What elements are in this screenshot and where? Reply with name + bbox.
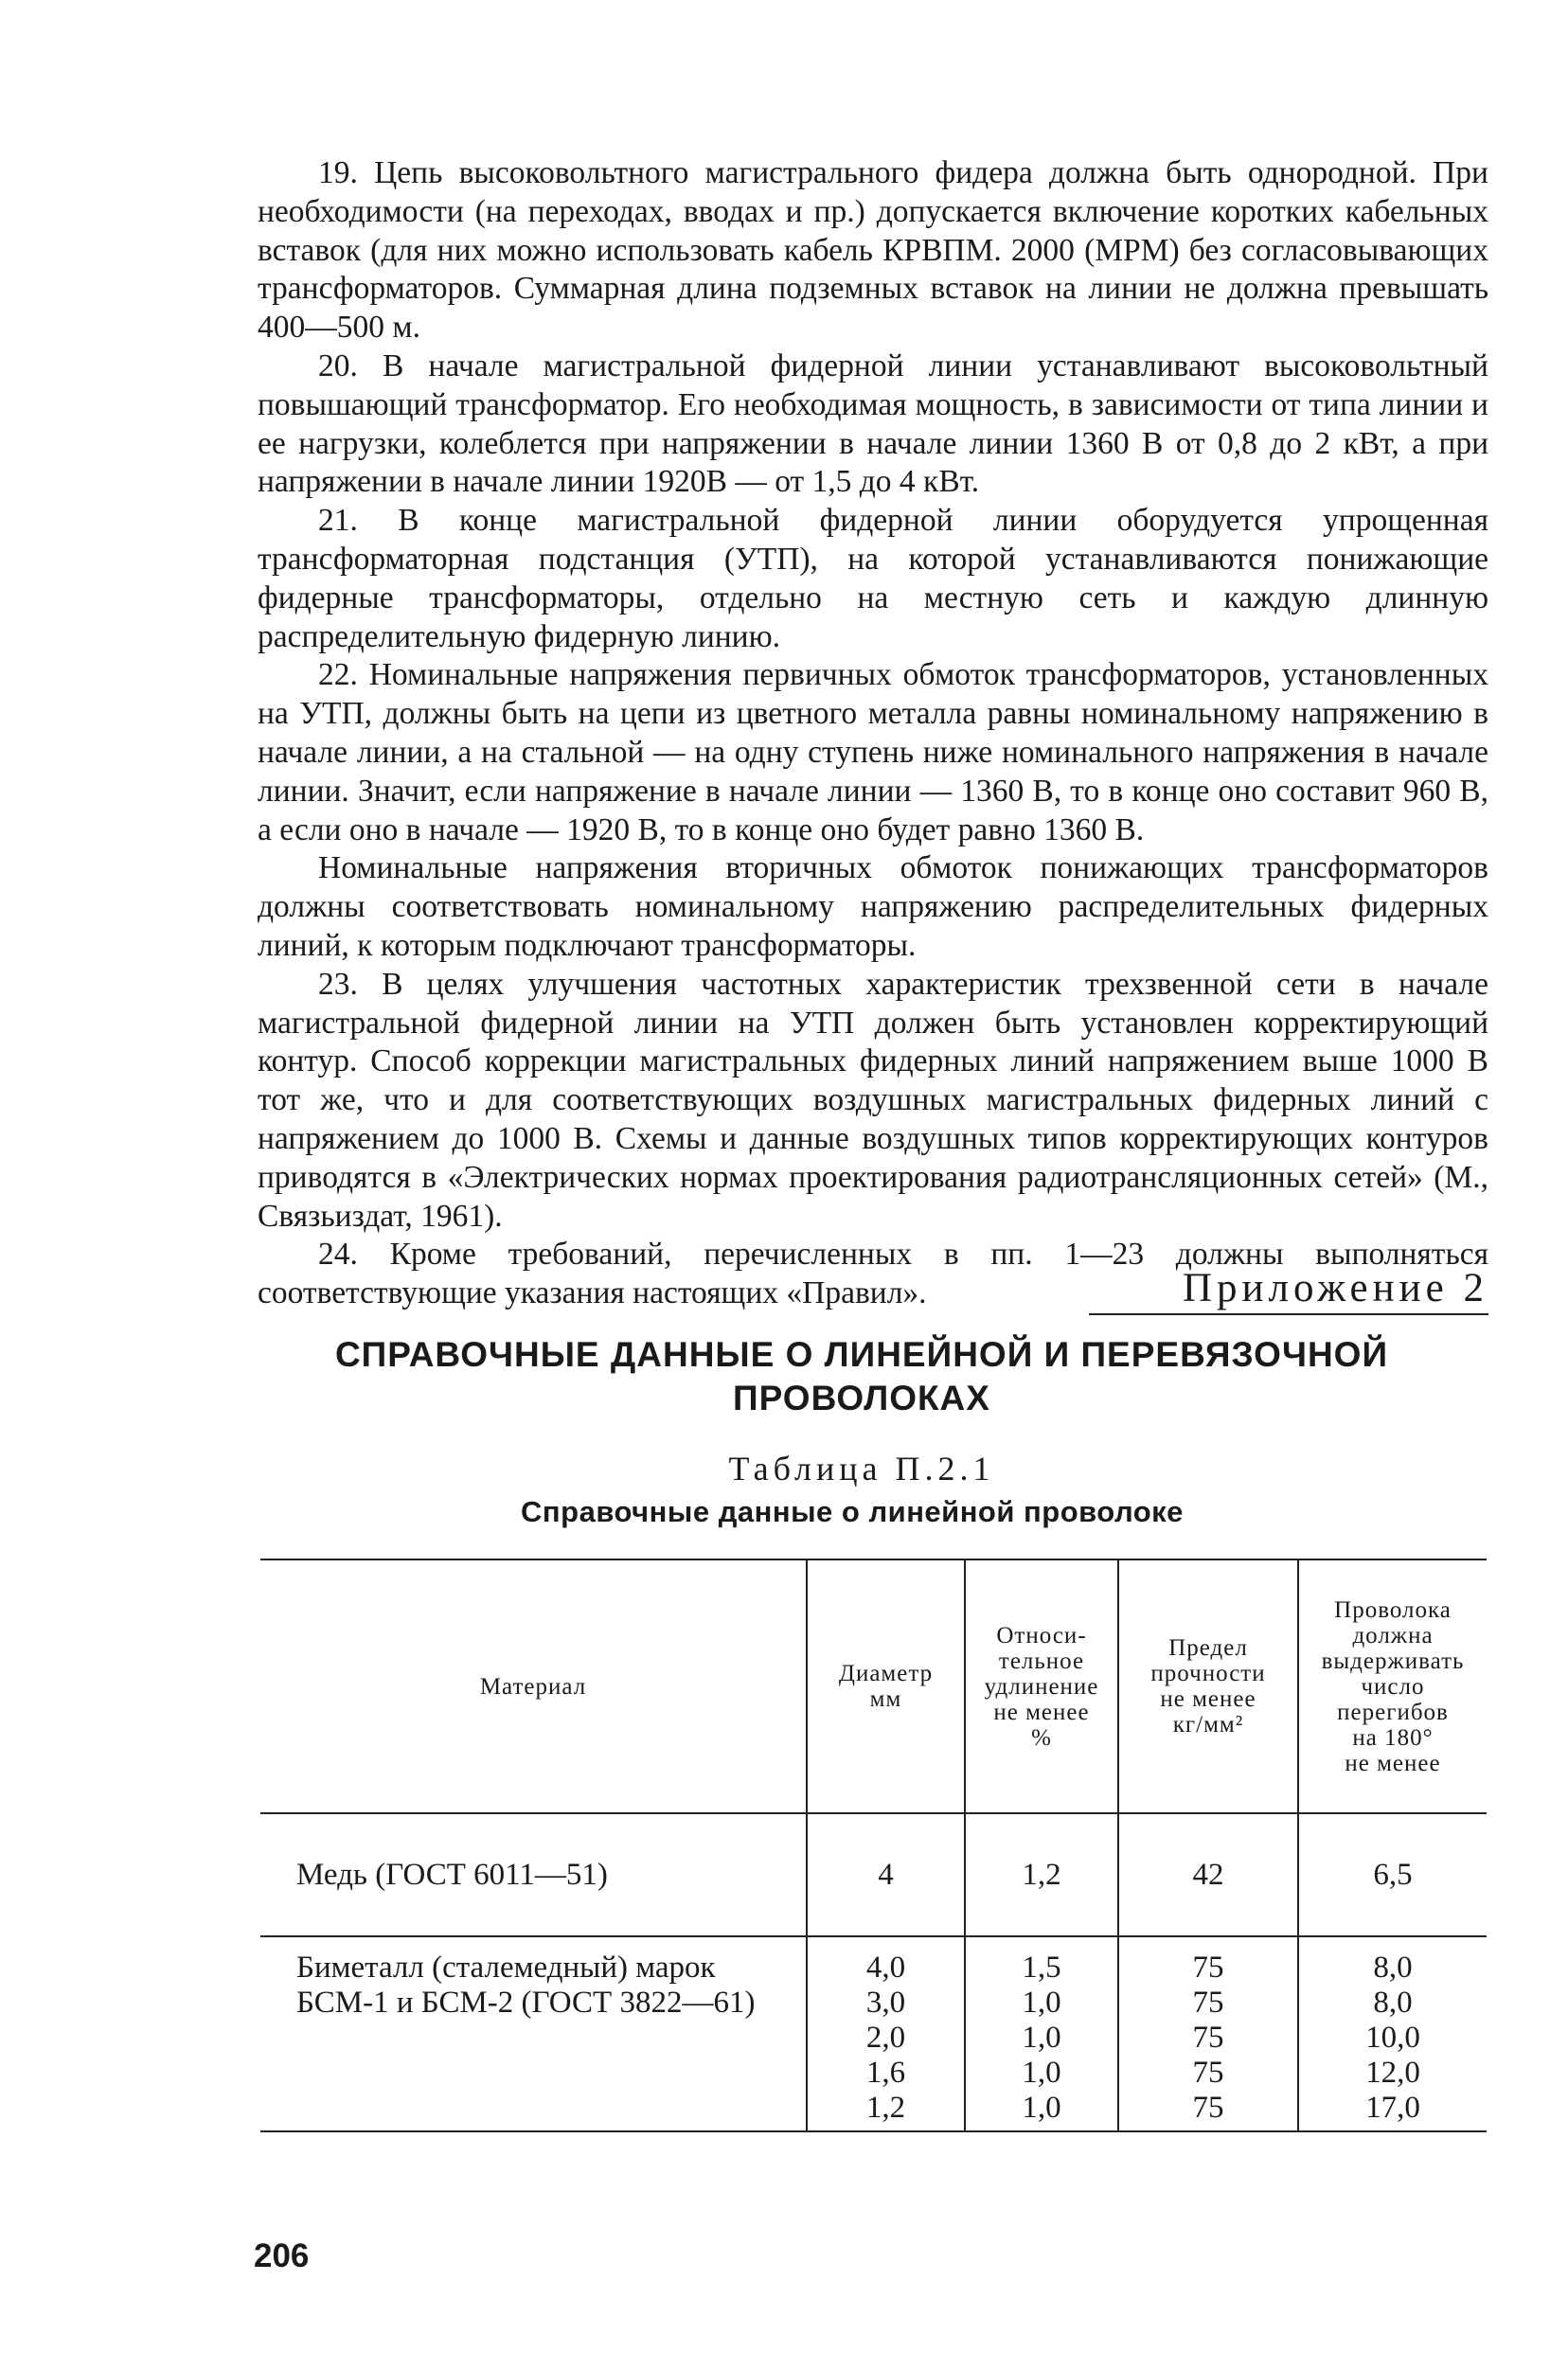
page-number: 206 bbox=[254, 2237, 310, 2274]
cell-elongation: 1,5 1,0 1,0 1,0 1,0 bbox=[965, 1936, 1118, 2131]
appendix-title bbox=[284, 1333, 1439, 1420]
header-elongation: Относи- тельное удлинение не менее % bbox=[965, 1559, 1118, 1813]
cell-diameter: 4,0 3,0 2,0 1,6 1,2 bbox=[807, 1936, 965, 2131]
table-row bbox=[260, 1936, 1487, 2131]
cell-bends: 6,5 bbox=[1298, 1813, 1487, 1936]
cell-diameter: 4 bbox=[807, 1813, 965, 1936]
table-row bbox=[260, 1813, 1487, 1936]
paragraph-20: 20. В начале магистральной фидерной линии устанавливают высоковольтный повышающий трансформатор. Его необходимая мощность, в зависимости от типа линии и ее нагрузки, колеблется при напряжении в начале линии 1360 В от 0,8 до 2 кВт, а при напряжении в начале линии 1920В — от 1,5 до 4 кВт. bbox=[258, 347, 1488, 500]
cell-material: Биметалл (сталемедный) марок БСМ-1 и БСМ-2 (ГОСТ 3822—61) bbox=[260, 1936, 807, 2131]
paragraph-23: 23. В целях улучшения частотных характеристик трехзвенной сети в начале магистральной фидерной линии на УТП должен быть установлен корректирующий контур. Способ коррекции магистральных фидерных линий напряжением выше 1000 В тот же, что и для соответствующих воздушных магистральных фидерных линий с напряжением до 1000 В. Схемы и данные воздушных типов корректирующих контуров приводятся в «Электрических нормах проектирования радиотрансляционных сетей» (М., Связьиздат, 1961). bbox=[258, 966, 1488, 1234]
appendix-title-line-1: СПРАВОЧНЫЕ ДАННЫЕ О ЛИНЕЙНОЙ И ПЕРЕВЯЗОЧНОЙ bbox=[334, 1335, 1389, 1374]
wire-data-table bbox=[260, 1559, 1487, 2132]
table-label: Таблица П.2.1 bbox=[728, 1450, 995, 1488]
paragraph-19: 19. Цепь высоковольтного магистрального фидера должна быть однородной. При необходимости (на переходах, вводах и пр.) допускается включение коротких кабельных вставок (для них можно использовать кабель КРВПМ. 2000 (МРМ) без согласовывающих трансформаторов. Суммарная длина подземных вставок на линии не должна превышать 400—500 м. bbox=[258, 155, 1488, 346]
cell-strength: 75 75 75 75 75 bbox=[1118, 1936, 1298, 2131]
cell-elongation: 1,2 bbox=[965, 1813, 1118, 1936]
appendix-title-line-2: ПРОВОЛОКАХ bbox=[733, 1379, 990, 1417]
paragraph-24: 24. Кроме требований, перечисленных в пп. 1—23 должны выполняться соответствующие указания настоящих «Правил». bbox=[258, 1237, 1488, 1311]
header-strength: Предел прочности не менее кг/мм² bbox=[1118, 1559, 1298, 1813]
table-caption: Справочные данные о линейной проволоке bbox=[521, 1495, 1184, 1528]
header-bends: Проволока должна выдерживать число перегибов на 180° не менее bbox=[1298, 1559, 1487, 1813]
cell-material: Медь (ГОСТ 6011—51) bbox=[260, 1813, 807, 1936]
header-material: Материал bbox=[260, 1559, 807, 1813]
paragraph-22: 22. Номинальные напряжения первичных обмоток трансформаторов, установленных на УТП, должны быть на цепи из цветного металла равны номинальному напряжению в начале линии, а на стальной — на одну ступень ниже номинального напряжения в начале линии. Значит, если напряжение в начале линии — 1360 В, то в конце оно составит 960 В, а если оно в начале — 1920 В, то в конце оно будет равно 1360 В. bbox=[258, 657, 1488, 847]
table-header-row bbox=[260, 1559, 1487, 1813]
paragraph-21: 21. В конце магистральной фидерной линии оборудуется упрощенная трансформаторная подстанция (УТП), на которой устанавливаются понижающие фидерные трансформаторы, отдельно на местную сеть и каждую длинную распределительную фидерную линию. bbox=[258, 503, 1488, 654]
body-text bbox=[258, 154, 1488, 1313]
paragraph-22-continued: Номинальные напряжения вторичных обмоток понижающих трансформаторов должны соответствовать номинальному напряжению распределительных фидерных линий, к которым подключают трансформаторы. bbox=[258, 850, 1488, 963]
cell-bends: 8,0 8,0 10,0 12,0 17,0 bbox=[1298, 1936, 1487, 2131]
header-diameter: Диаметр мм bbox=[807, 1559, 965, 1813]
appendix-label: Приложение 2 bbox=[1089, 1265, 1488, 1315]
cell-strength: 42 bbox=[1118, 1813, 1298, 1936]
